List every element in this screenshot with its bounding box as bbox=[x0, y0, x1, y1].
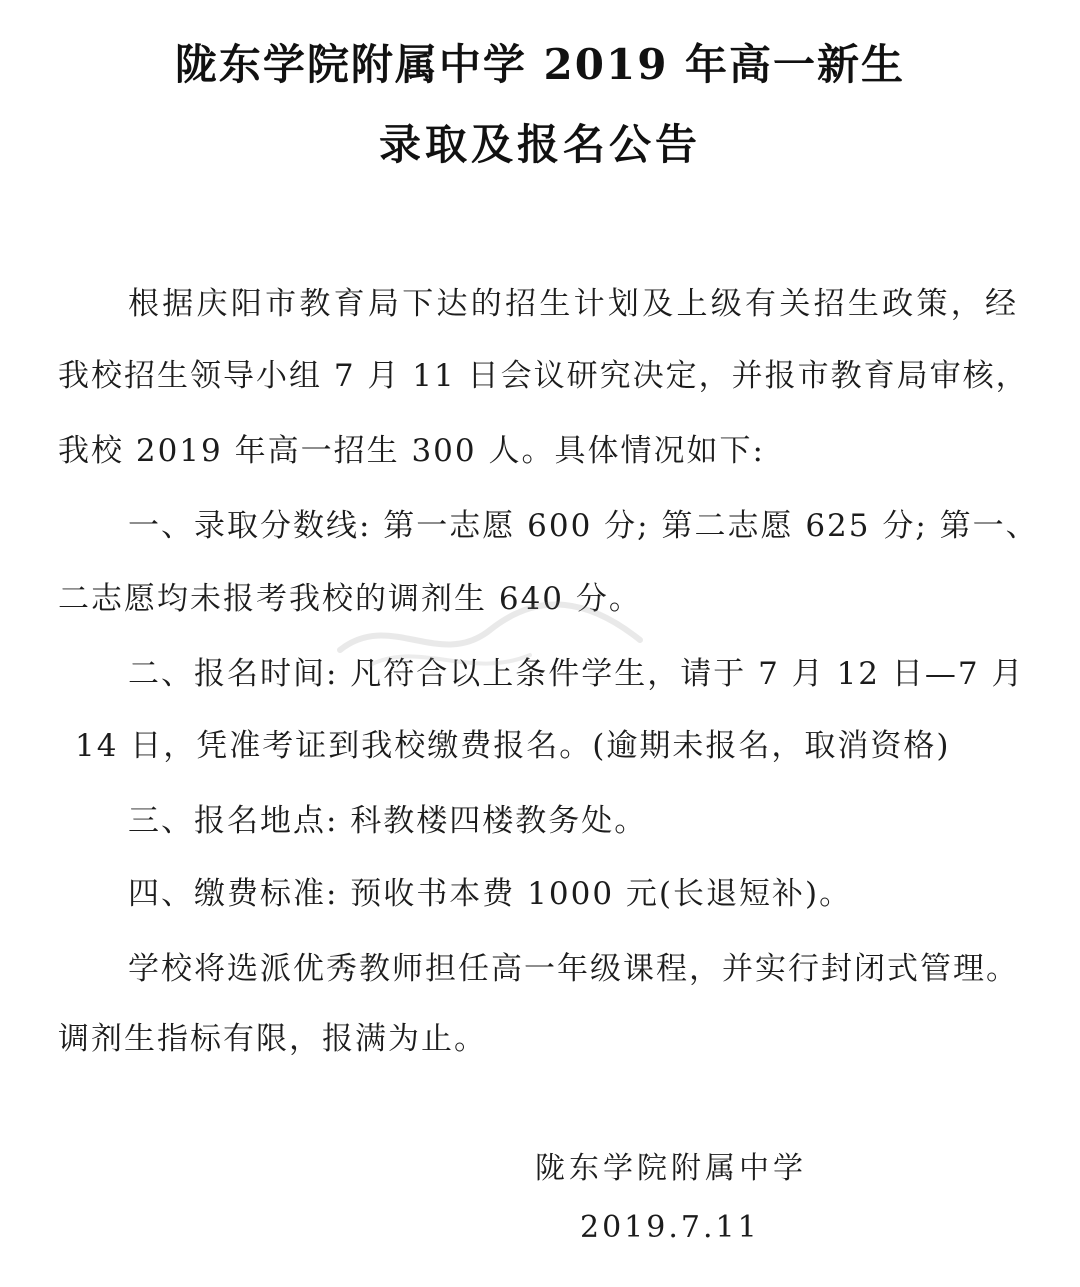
body-line-3: 我校 2019 年高一招生 300 人。具体情况如下: bbox=[58, 433, 765, 469]
signature-date: 2019.7.11 bbox=[580, 1210, 760, 1245]
document-title-line-2: 录取及报名公告 bbox=[378, 120, 701, 169]
body-line-8: 三、报名地点: 科教楼四楼教务处。 bbox=[128, 803, 648, 839]
body-line-5: 二志愿均未报考我校的调剂生 640 分。 bbox=[58, 581, 642, 617]
body-line-1: 根据庆阳市教育局下达的招生计划及上级有关招生政策，经 bbox=[128, 286, 1018, 322]
body-line-9: 四、缴费标准: 预收书本费 1000 元(长退短补)。 bbox=[128, 876, 853, 912]
body-line-6: 二、报名时间: 凡符合以上条件学生，请于 7 月 12 日—7 月 bbox=[128, 656, 1025, 692]
body-line-7: 14 日，凭准考证到我校缴费报名。(逾期未报名，取消资格) bbox=[75, 728, 951, 764]
signature-school-name: 陇东学院附属中学 bbox=[535, 1151, 807, 1186]
body-line-2: 我校招生领导小组 7 月 11 日会议研究决定，并报市教育局审核， bbox=[58, 358, 1029, 394]
body-line-4: 一、录取分数线: 第一志愿 600 分; 第二志愿 625 分; 第一、 bbox=[128, 508, 1039, 544]
document-title-line-1: 陇东学院附属中学 2019 年高一新生 bbox=[174, 40, 906, 89]
body-line-10: 学校将选派优秀教师担任高一年级课程，并实行封闭式管理。 bbox=[128, 951, 1019, 987]
body-line-11: 调剂生指标有限，报满为止。 bbox=[58, 1021, 487, 1057]
